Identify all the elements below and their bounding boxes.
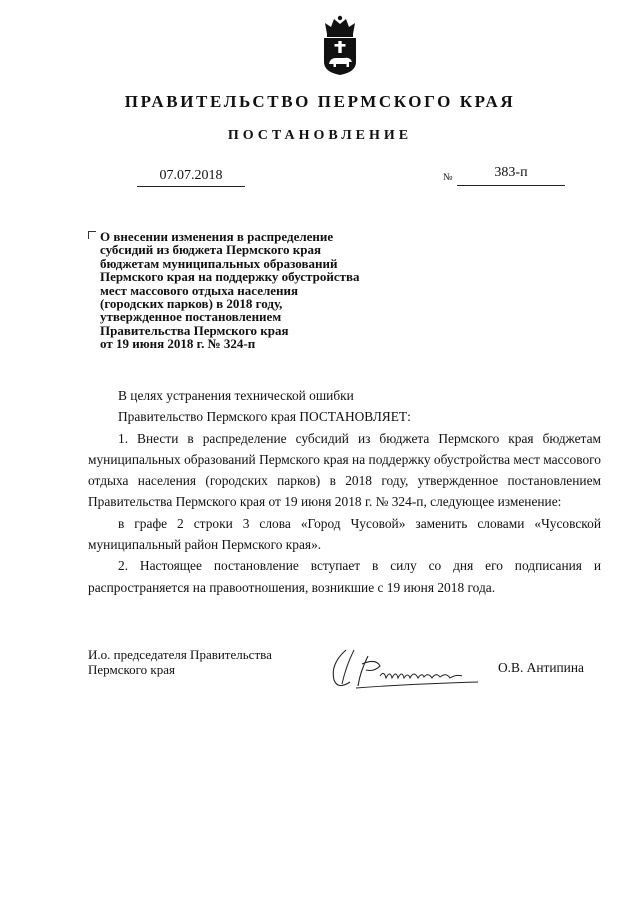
subject-line: Пермского края на поддержку обустройства (100, 269, 360, 285)
preamble-line: Правительство Пермского края ПОСТАНОВЛЯЕТ: (118, 409, 411, 425)
coat-of-arms-icon (321, 14, 359, 76)
preamble-line: В целях устранения технической ошибки (118, 388, 354, 403)
document-date: 07.07.2018 (137, 168, 245, 187)
signer-position (88, 647, 272, 677)
signer-name: О.В. Антипина (498, 660, 584, 675)
handwritten-signature (328, 642, 488, 694)
organization-title: ПРАВИТЕЛЬСТВО ПЕРМСКОГО КРАЯ (124, 92, 516, 111)
number-label: № (443, 172, 453, 183)
subject-line: О внесении изменения в распределение (100, 229, 334, 244)
subject-line: (городских парков) в 2018 году, (100, 296, 283, 312)
signer-position-line: Пермского края (88, 662, 175, 677)
subject-line: мест массового отдыха населения (100, 282, 299, 298)
document-subject (100, 230, 430, 351)
resolution-item-1-change: в графе 2 строки 3 слова «Город Чусовой» заменить словами «Чусовской муниципальный район Пермского края». (88, 515, 601, 553)
document-number: 383-п (457, 165, 565, 186)
subject-corner-mark (88, 231, 96, 239)
document-type-title: ПОСТАНОВЛЕНИЕ (227, 128, 413, 143)
signer-position-line: И.о. председателя Правительства (88, 647, 272, 662)
resolution-item-2: 2. Настоящее постановление вступает в силу со дня его подписания и распространяется на правоотношения, возникшие с 19 июня 2018 года. (88, 558, 601, 595)
resolution-item-1: 1. Внести в распределение субсидий из бюджета Пермского края бюджетам муниципальных образований Пермского края на поддержку обустройства мест массового отдыха населения (городских парков) в 2018 году, утвержденное постановлением Правительства Пермского края от 19 июня 2018 г. № 324-п, следующее изменение: (88, 430, 601, 510)
subject-line: Правительства Пермского края (100, 322, 289, 338)
subject-line: утвержденное постановлением (100, 309, 282, 325)
document-body (88, 385, 601, 598)
subject-line: бюджетам муниципальных образований (100, 255, 338, 271)
subject-line: от 19 июня 2018 г. № 324-п (100, 336, 256, 352)
subject-line: субсидий из бюджета Пермского края (100, 242, 321, 258)
